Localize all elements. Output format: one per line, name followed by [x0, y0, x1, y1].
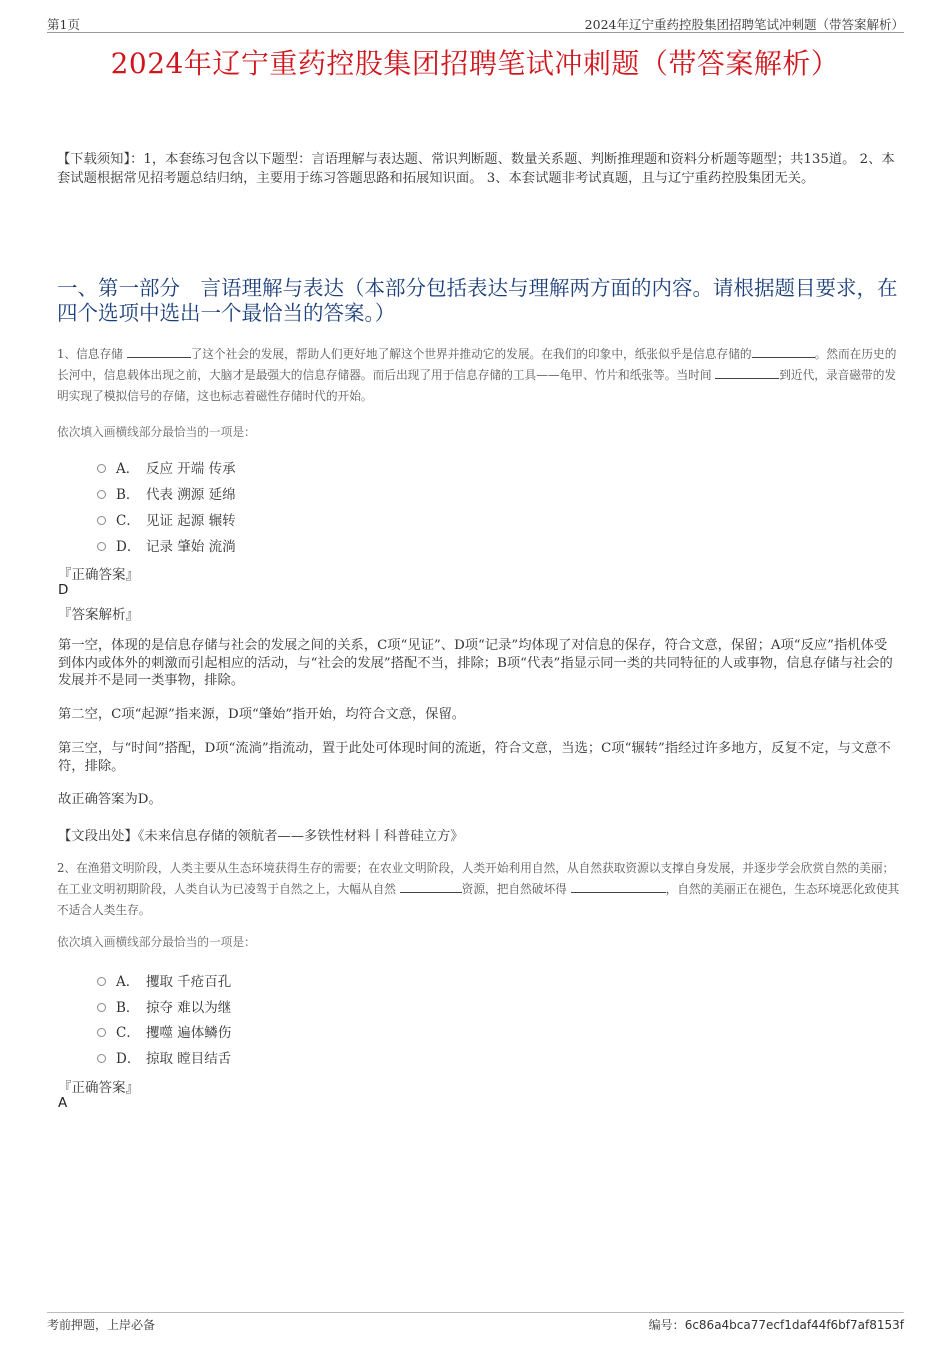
section-heading: 一、第一部分 言语理解与表达（本部分包括表达与理解两方面的内容。请根据题目要求，在四个选项中选出一个最恰当的答案。）	[57, 276, 898, 325]
radio-icon[interactable]	[97, 490, 106, 499]
question-1-stem: 1、信息存储 了这个社会的发展，帮助人们更好地了解这个世界并推动它的发展。在我们的印象中，纸张似乎是信息存储的 。然而在历史的长河中，信息载体出现之前，大脑才是最强大的信息存储器。而后出现了用于信息存储的工具——龟甲、竹片和纸张等。当时间 到近代，录音磁带的发明实现了模拟信号的存储，这也标志着磁性存储时代的开始。	[57, 344, 902, 407]
option-a[interactable]: A． 反应 开端 传承	[97, 457, 236, 475]
option-b[interactable]: B． 掠夺 难以为继	[97, 996, 231, 1014]
answer-value: D	[58, 582, 69, 598]
radio-icon[interactable]	[97, 542, 106, 551]
doc-title: 2024年辽宁重药控股集团招聘笔试冲刺题（带答案解析）	[110, 47, 840, 80]
option-c[interactable]: C． 攫噬 遍体鳞伤	[97, 1021, 231, 1039]
option-d[interactable]: D． 掠取 瞠目结舌	[97, 1047, 231, 1065]
radio-icon[interactable]	[97, 1028, 106, 1037]
fill-blank	[715, 365, 779, 379]
fill-blank	[127, 344, 191, 358]
radio-icon[interactable]	[97, 516, 106, 525]
page-footer	[47, 1312, 904, 1333]
radio-icon[interactable]	[97, 977, 106, 986]
question-2-stem: 2、在渔猎文明阶段，人类主要从生态环境获得生存的需要；在农业文明阶段，人类开始利用自然，从自然获取资源以支撑自身发展，并逐步学会欣赏自然的美丽；在工业文明初期阶段，人类自认为已凌驾于自然之上，大幅从自然 资源，把自然破坏得 ，自然的美丽正在褪色，生态环境恶化致使其不适合人类生存。	[57, 861, 900, 917]
footer-slogan: 考前押题，上岸必备	[47, 1318, 156, 1332]
radio-icon[interactable]	[97, 464, 106, 473]
analysis-paragraph: 第一空，体现的是信息存储与社会的发展之间的关系，C项“见证”、D项“记录”均体现了对信息的保存，符合文意，保留；A项“反应”指机体受到体内或体外的刺激而引起相应的活动，与“社会的发展”搭配不当，排除；B项“代表”指显示同一类的共同特征的人或事物，信息存储与社会的发展并不是同一类事物，排除。	[58, 638, 893, 688]
option-c[interactable]: C． 见证 起源 辗转	[97, 509, 236, 527]
radio-icon[interactable]	[97, 1054, 106, 1063]
page-header	[47, 14, 904, 33]
option-d[interactable]: D． 记录 肇始 流淌	[97, 535, 236, 553]
page-number: 第1页	[47, 17, 80, 32]
question-2-prompt: 依次填入画横线部分最恰当的一项是：	[57, 935, 256, 949]
analysis-paragraph: 第二空，C项“起源”指来源，D项“肇始”指开始，均符合文意，保留。	[58, 707, 466, 722]
option-a[interactable]: A． 攫取 千疮百孔	[97, 970, 231, 988]
footer-code: 编号：6c86a4bca77ecf1daf44f6bf7af8153f	[648, 1318, 904, 1332]
fill-blank	[752, 344, 815, 358]
answer-label: 『正确答案』	[58, 567, 139, 583]
analysis-label: 『答案解析』	[58, 607, 139, 623]
option-b[interactable]: B． 代表 溯源 延绵	[97, 483, 236, 501]
passage-source: 【文段出处】《未来信息存储的领航者——多铁性材料丨科普硅立方》	[58, 829, 464, 844]
download-notice: 【下载须知】：1，本套练习包含以下题型：言语理解与表达题、常识判断题、数量关系题、判断推理题和资料分析题等题型；共135道。 2、本套试题根据常见招考题总结归纳，主要用于练习答题思路和拓展知识面。 3、本套试题非考试真题，且与辽宁重药控股集团无关。	[57, 152, 895, 186]
answer-value: A	[58, 1095, 68, 1111]
analysis-paragraph: 第三空，与“时间”搭配，D项“流淌”指流动，置于此处可体现时间的流逝，符合文意，当选；C项“辗转”指经过许多地方，反复不定，与文意不符，排除。	[58, 741, 891, 774]
fill-blank	[571, 879, 666, 893]
header-doc-title: 2024年辽宁重药控股集团招聘笔试冲刺题（带答案解析）	[584, 17, 904, 32]
radio-icon[interactable]	[97, 1003, 106, 1012]
analysis-conclusion: 故正确答案为D。	[58, 792, 162, 807]
fill-blank	[400, 879, 462, 893]
answer-label: 『正确答案』	[58, 1080, 139, 1096]
question-1-prompt: 依次填入画横线部分最恰当的一项是：	[57, 425, 256, 439]
